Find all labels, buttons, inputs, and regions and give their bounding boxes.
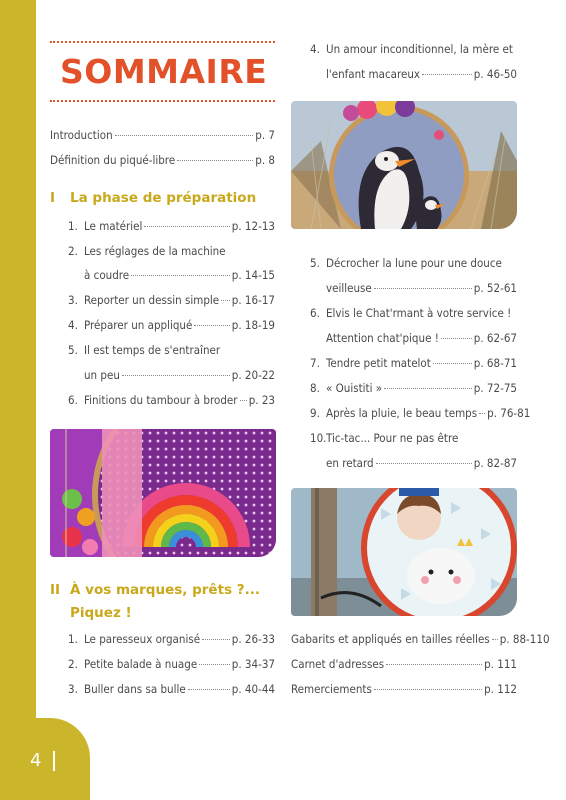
toc-entry-2-10-line1[interactable]: 10.Tic-tac... Pour ne pas être bbox=[310, 431, 459, 445]
toc-entry-2-4-line1[interactable]: 4. Un amour inconditionnel, la mère et bbox=[310, 42, 513, 56]
page-number-tab bbox=[0, 718, 90, 800]
toc-entry-gabarits[interactable]: Gabarits et appliqués en tailles réelles p. 88-110 bbox=[291, 632, 550, 646]
toc-entry-2-2[interactable]: 2. Petite balade à nuage p. 34-37 bbox=[68, 657, 275, 671]
toc-entry-1-1[interactable]: 1. Le matériel p. 12-13 bbox=[68, 219, 275, 233]
left-color-band bbox=[0, 0, 36, 800]
toc-entry-2-7[interactable]: 7. Tendre petit matelot p. 68-71 bbox=[310, 356, 517, 370]
toc-entry-2-5[interactable]: veilleuse p. 52-61 bbox=[326, 281, 517, 295]
page-title: SOMMAIRE bbox=[60, 52, 268, 91]
page-number-divider bbox=[53, 751, 55, 771]
rainbow-embroidery-photo bbox=[50, 429, 276, 557]
toc-entry-2-8[interactable]: 8. « Ouistiti » p. 72-75 bbox=[310, 381, 517, 395]
page-number: 4 bbox=[30, 750, 42, 771]
toc-entry-2-5-line1[interactable]: 5. Décrocher la lune pour une douce bbox=[310, 256, 502, 270]
toc-entry-definition[interactable]: Définition du piqué-libre p. 8 bbox=[50, 153, 275, 167]
toc-entry-2-9[interactable]: 9. Après la pluie, le beau temps p. 76-81 bbox=[310, 406, 531, 420]
toc-entry-1-5-line1[interactable]: 5. Il est temps de s'entraîner bbox=[68, 343, 221, 357]
toc-entry-1-5[interactable]: un peu p. 20-22 bbox=[84, 368, 275, 382]
toc-entry-2-6[interactable]: Attention chat'pique ! p. 62-67 bbox=[326, 331, 517, 345]
toc-entry-1-2-line1[interactable]: 2. Les réglages de la machine bbox=[68, 244, 226, 258]
title-top-rule bbox=[50, 41, 275, 43]
toc-entry-2-4[interactable]: l'enfant macareux p. 46-50 bbox=[326, 67, 517, 81]
toc-entry-1-4[interactable]: 4. Préparer un appliqué p. 18-19 bbox=[68, 318, 275, 332]
section-1-heading[interactable]: I La phase de préparation bbox=[50, 190, 257, 206]
toc-entry-2-10[interactable]: en retard p. 82-87 bbox=[326, 456, 517, 470]
toc-entry-1-2[interactable]: à coudre p. 14-15 bbox=[84, 268, 275, 282]
toc-entry-1-6[interactable]: 6. Finitions du tambour à broder p. 23 bbox=[68, 393, 275, 407]
toc-entry-1-3[interactable]: 3. Reporter un dessin simple p. 16-17 bbox=[68, 293, 275, 307]
title-bottom-rule bbox=[50, 100, 275, 102]
toc-entry-2-6-line1[interactable]: 6. Elvis le Chat'rmant à votre service ! bbox=[310, 306, 512, 320]
sailor-seal-embroidery-photo bbox=[291, 488, 517, 616]
toc-entry-introduction[interactable]: Introduction p. 7 bbox=[50, 128, 275, 142]
section-2-heading-line2[interactable]: Piquez ! bbox=[70, 605, 132, 621]
toc-entry-carnet[interactable]: Carnet d'adresses p. 111 bbox=[291, 657, 517, 671]
toc-entry-remerciements[interactable]: Remerciements p. 112 bbox=[291, 682, 517, 696]
toc-entry-2-3[interactable]: 3. Buller dans sa bulle p. 40-44 bbox=[68, 682, 275, 696]
section-2-heading[interactable]: II À vos marques, prêts ?... bbox=[50, 582, 260, 598]
toc-entry-2-1[interactable]: 1. Le paresseux organisé p. 26-33 bbox=[68, 632, 275, 646]
puffin-embroidery-photo bbox=[291, 101, 517, 229]
